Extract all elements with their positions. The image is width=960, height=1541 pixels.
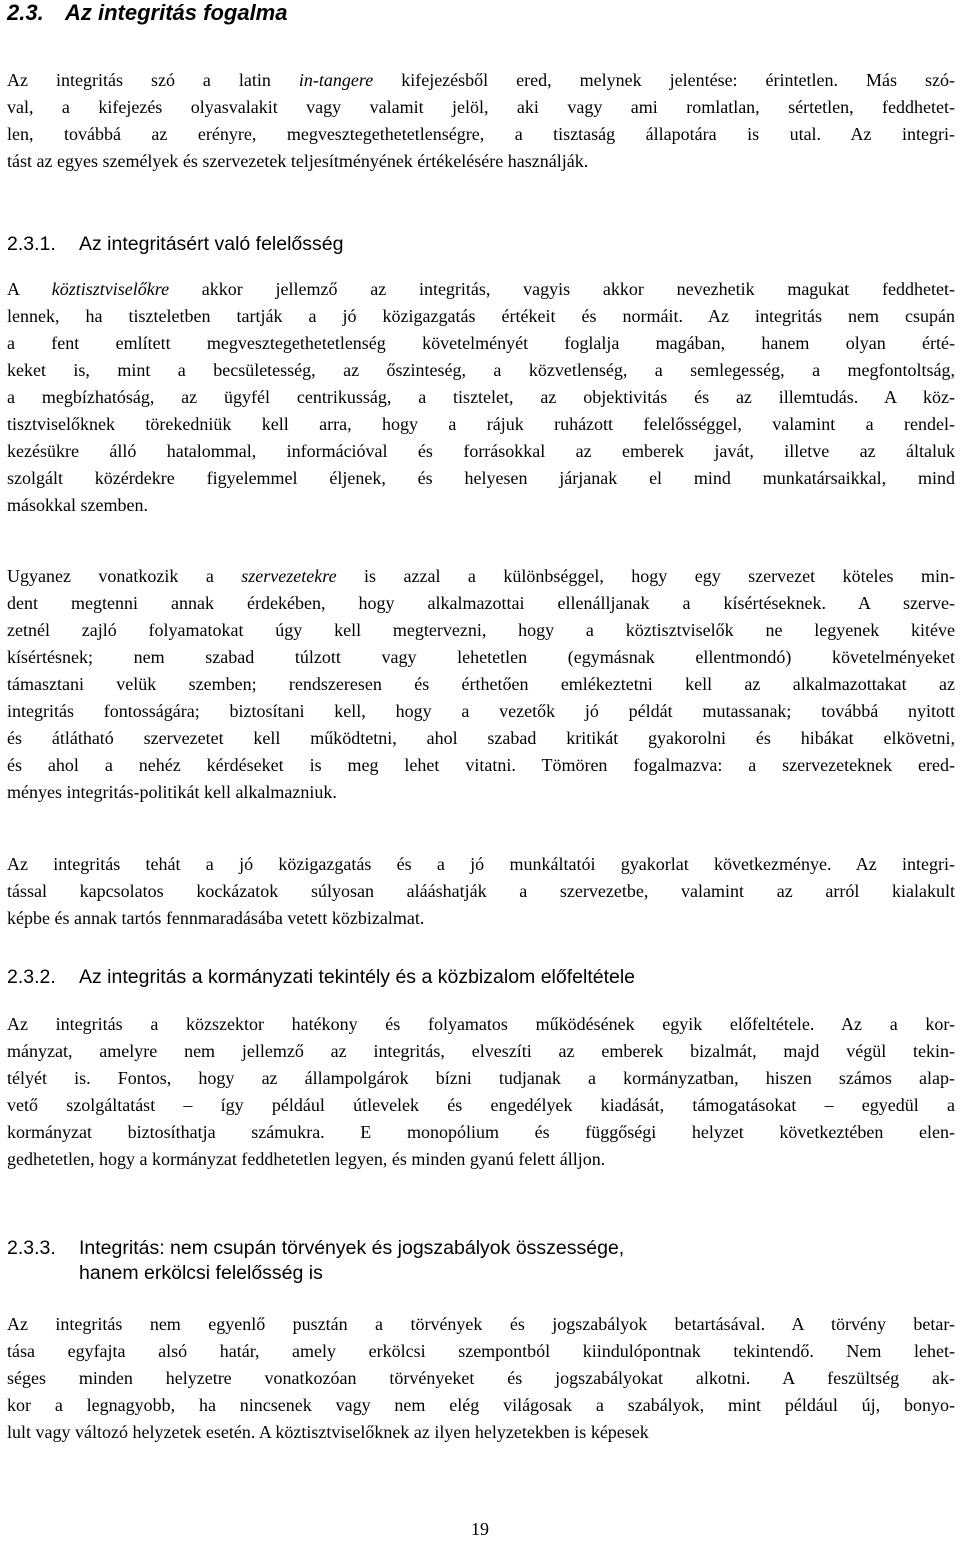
text-line	[7, 590, 955, 617]
paragraph	[7, 1011, 955, 1173]
text-line	[7, 698, 955, 725]
text-line	[7, 465, 955, 492]
text-run: a megbízhatóság, az ügyfél centrikusság, a tisztelet, az objektivitás és az illemtudás. A köz-	[7, 387, 955, 407]
text-line	[7, 1338, 955, 1365]
text-line	[7, 1365, 955, 1392]
text-line	[7, 1092, 955, 1119]
subsection-title: Az integritás a kormányzati tekintély és a közbizalom előfeltétele	[79, 966, 636, 988]
text-run: kormányzat biztosíthatja számukra. E monopólium és függőségi helyzet következtében elen-	[7, 1122, 955, 1142]
text-run: támasztani velük szemben; rendszeresen és érthetően emlékeztetni kell az alkalmazottakat az	[7, 674, 955, 694]
text-run: szolgált közérdekre figyelemmel éljenek, és helyesen járjanak el mind munkatársaikkal, mind	[7, 468, 955, 488]
text-line	[7, 276, 955, 303]
paragraph	[7, 851, 955, 932]
italic-term: szervezetekre	[241, 566, 337, 586]
text-line	[7, 1419, 955, 1446]
subsection-title-line-2: hanem erkölcsi felelősség is	[79, 1262, 323, 1284]
text-run: kifejezésből ered, melynek jelentése: érintetlen. Más szó-	[373, 70, 955, 90]
text-run: séges minden helyzetre vonatkozóan törvényeket és jogszabályokat alkotni. A feszültség ak-	[7, 1368, 955, 1388]
text-line	[7, 671, 955, 698]
text-line	[7, 330, 955, 357]
text-run: télyét is. Fontos, hogy az állampolgárok bízni tudjanak a kormányzatban, hiszen számos alap-	[7, 1068, 955, 1088]
text-line	[7, 905, 955, 932]
text-run: Az integritás a közszektor hatékony és folyamatos működésének egyik előfeltétele. Az a kor-	[7, 1014, 955, 1034]
section-number: 2.3.	[7, 0, 44, 25]
text-line	[7, 617, 955, 644]
text-line	[7, 94, 955, 121]
text-run: ményes integritás-politikát kell alkalmazniuk.	[7, 782, 337, 802]
text-line	[7, 411, 955, 438]
text-run: keket is, mint a becsületesség, az őszinteség, a közvetlenség, a semlegesség, a megfontoltság,	[7, 360, 955, 380]
text-line	[7, 384, 955, 411]
text-run: akkor jellemző az integritás, vagyis akkor nevezhetik magukat feddhetet-	[169, 279, 955, 299]
paragraph	[7, 276, 955, 519]
text-line	[7, 303, 955, 330]
text-line	[7, 1392, 955, 1419]
text-line	[7, 752, 955, 779]
subsection-number: 2.3.3.	[7, 1237, 56, 1259]
text-run: másokkal szemben.	[7, 495, 148, 515]
text-line	[7, 851, 955, 878]
paragraph	[7, 563, 955, 806]
text-run: gedhetetlen, hogy a kormányzat feddhetetlen legyen, és minden gyanú felett álljon.	[7, 1149, 606, 1169]
page-number: 19	[471, 1519, 489, 1539]
text-run: val, a kifejezés olyasvalakit vagy valamit jelöl, aki vagy ami romlatlan, sértetlen, feddhetet-	[7, 97, 955, 117]
text-line	[7, 1011, 955, 1038]
subsection-number: 2.3.1.	[7, 233, 56, 255]
text-run: Az integritás szó a latin	[7, 70, 299, 90]
text-run: lennek, ha tiszteletben tartják a jó közigazgatás értékeit és normáit. Az integritás nem csupán	[7, 306, 955, 326]
subsection-number: 2.3.2.	[7, 966, 56, 988]
text-line	[7, 725, 955, 752]
section-title: Az integritás fogalma	[65, 0, 288, 25]
subsection-heading	[7, 965, 635, 990]
italic-term: in-tangere	[298, 70, 374, 90]
text-run: kísértésnek; nem szabad túlzott vagy lehetetlen (egymásnak ellentmondó) követelményeket	[7, 647, 955, 667]
text-line	[7, 563, 955, 590]
text-line	[7, 1119, 955, 1146]
text-run: képbe és annak tartós fennmaradásába vetett közbizalmat.	[7, 908, 425, 928]
text-line	[7, 492, 955, 519]
text-line	[7, 148, 955, 175]
text-line	[7, 1311, 955, 1338]
text-run: A	[7, 279, 52, 299]
subsection-heading	[7, 232, 343, 257]
text-line	[7, 1065, 955, 1092]
text-run: Ugyanez vonatkozik a	[7, 566, 242, 586]
section-heading	[7, 0, 287, 26]
text-line	[7, 1038, 955, 1065]
text-run: integritás fontosságára; biztosítani kell, hogy a vezetők jó példát mutassanak; továbbá nyitott	[7, 701, 955, 721]
text-run: len, továbbá az erényre, megvesztegethetetlenségre, a tisztaság állapotára is utal. Az integri-	[7, 124, 955, 144]
text-run: dent megtenni annak érdekében, hogy alkalmazottai ellenálljanak a kísértéseknek. A szerve-	[7, 593, 955, 613]
text-run: tással kapcsolatos kockázatok súlyosan alááshatják a szervezetbe, valamint az arról kialakult	[7, 881, 955, 901]
text-run: kezésükre álló hatalommal, információval és forrásokkal az emberek javát, illetve az általuk	[7, 441, 955, 461]
text-line	[7, 1146, 955, 1173]
text-run: a fent említett megvesztegethetetlenség követelményét foglalja magában, hanem olyan érté-	[7, 333, 955, 353]
text-run: és ahol a nehéz kérdéseket is meg lehet vitatni. Tömören fogalmazva: a szervezeteknek ered-	[7, 755, 955, 775]
text-line	[7, 779, 955, 806]
text-run: Az integritás tehát a jó közigazgatás és a jó munkáltatói gyakorlat következménye. Az integri-	[7, 854, 955, 874]
text-run: lult vagy változó helyzetek esetén. A köztisztviselőknek az ilyen helyzetekben is képesek	[7, 1422, 649, 1442]
text-line	[7, 878, 955, 905]
subsection-heading	[7, 1236, 624, 1286]
text-run: Az integritás nem egyenlő pusztán a törvények és jogszabályok betartásával. A törvény betar-	[7, 1314, 955, 1334]
subsection-title: Az integritásért való felelősség	[79, 233, 344, 255]
italic-term: köztisztviselőkre	[51, 279, 170, 299]
text-run: mányzat, amelyre nem jellemző az integritás, elveszíti az emberek bizalmát, majd végül tekin-	[7, 1041, 955, 1061]
text-run: zetnél zajló folyamatokat úgy kell megtervezni, hogy a köztisztviselők ne legyenek kitéve	[7, 620, 955, 640]
subsection-title-line-1: Integritás: nem csupán törvények és jogszabályok összessége,	[79, 1237, 625, 1259]
text-line	[7, 357, 955, 384]
text-run: kor a legnagyobb, ha nincsenek vagy nem elég világosak a szabályok, mint például új, bonyo-	[7, 1395, 955, 1415]
text-run: vető szolgáltatást – így például útlevelek és engedélyek kiadását, támogatásokat – egyedül a	[7, 1095, 955, 1115]
text-run: tást az egyes személyek és szervezetek teljesítményének értékelésére használják.	[7, 151, 589, 171]
text-line	[7, 121, 955, 148]
paragraph	[7, 67, 955, 175]
text-run: és átlátható szervezetet kell működtetni, ahol szabad kritikát gyakorolni és hibákat elkövetni,	[7, 728, 955, 748]
text-run: tása egyfajta alsó határ, amely erkölcsi szempontból kiindulópontnak tekintendő. Nem lehet-	[7, 1341, 955, 1361]
text-line	[7, 67, 955, 94]
text-line	[7, 644, 955, 671]
text-line	[7, 438, 955, 465]
text-run: tisztviselőknek törekedniük kell arra, hogy a rájuk ruházott felelősséggel, valamint a rendel-	[7, 414, 955, 434]
paragraph	[7, 1311, 955, 1446]
text-run: is azzal a különbséggel, hogy egy szervezet köteles min-	[336, 566, 956, 586]
